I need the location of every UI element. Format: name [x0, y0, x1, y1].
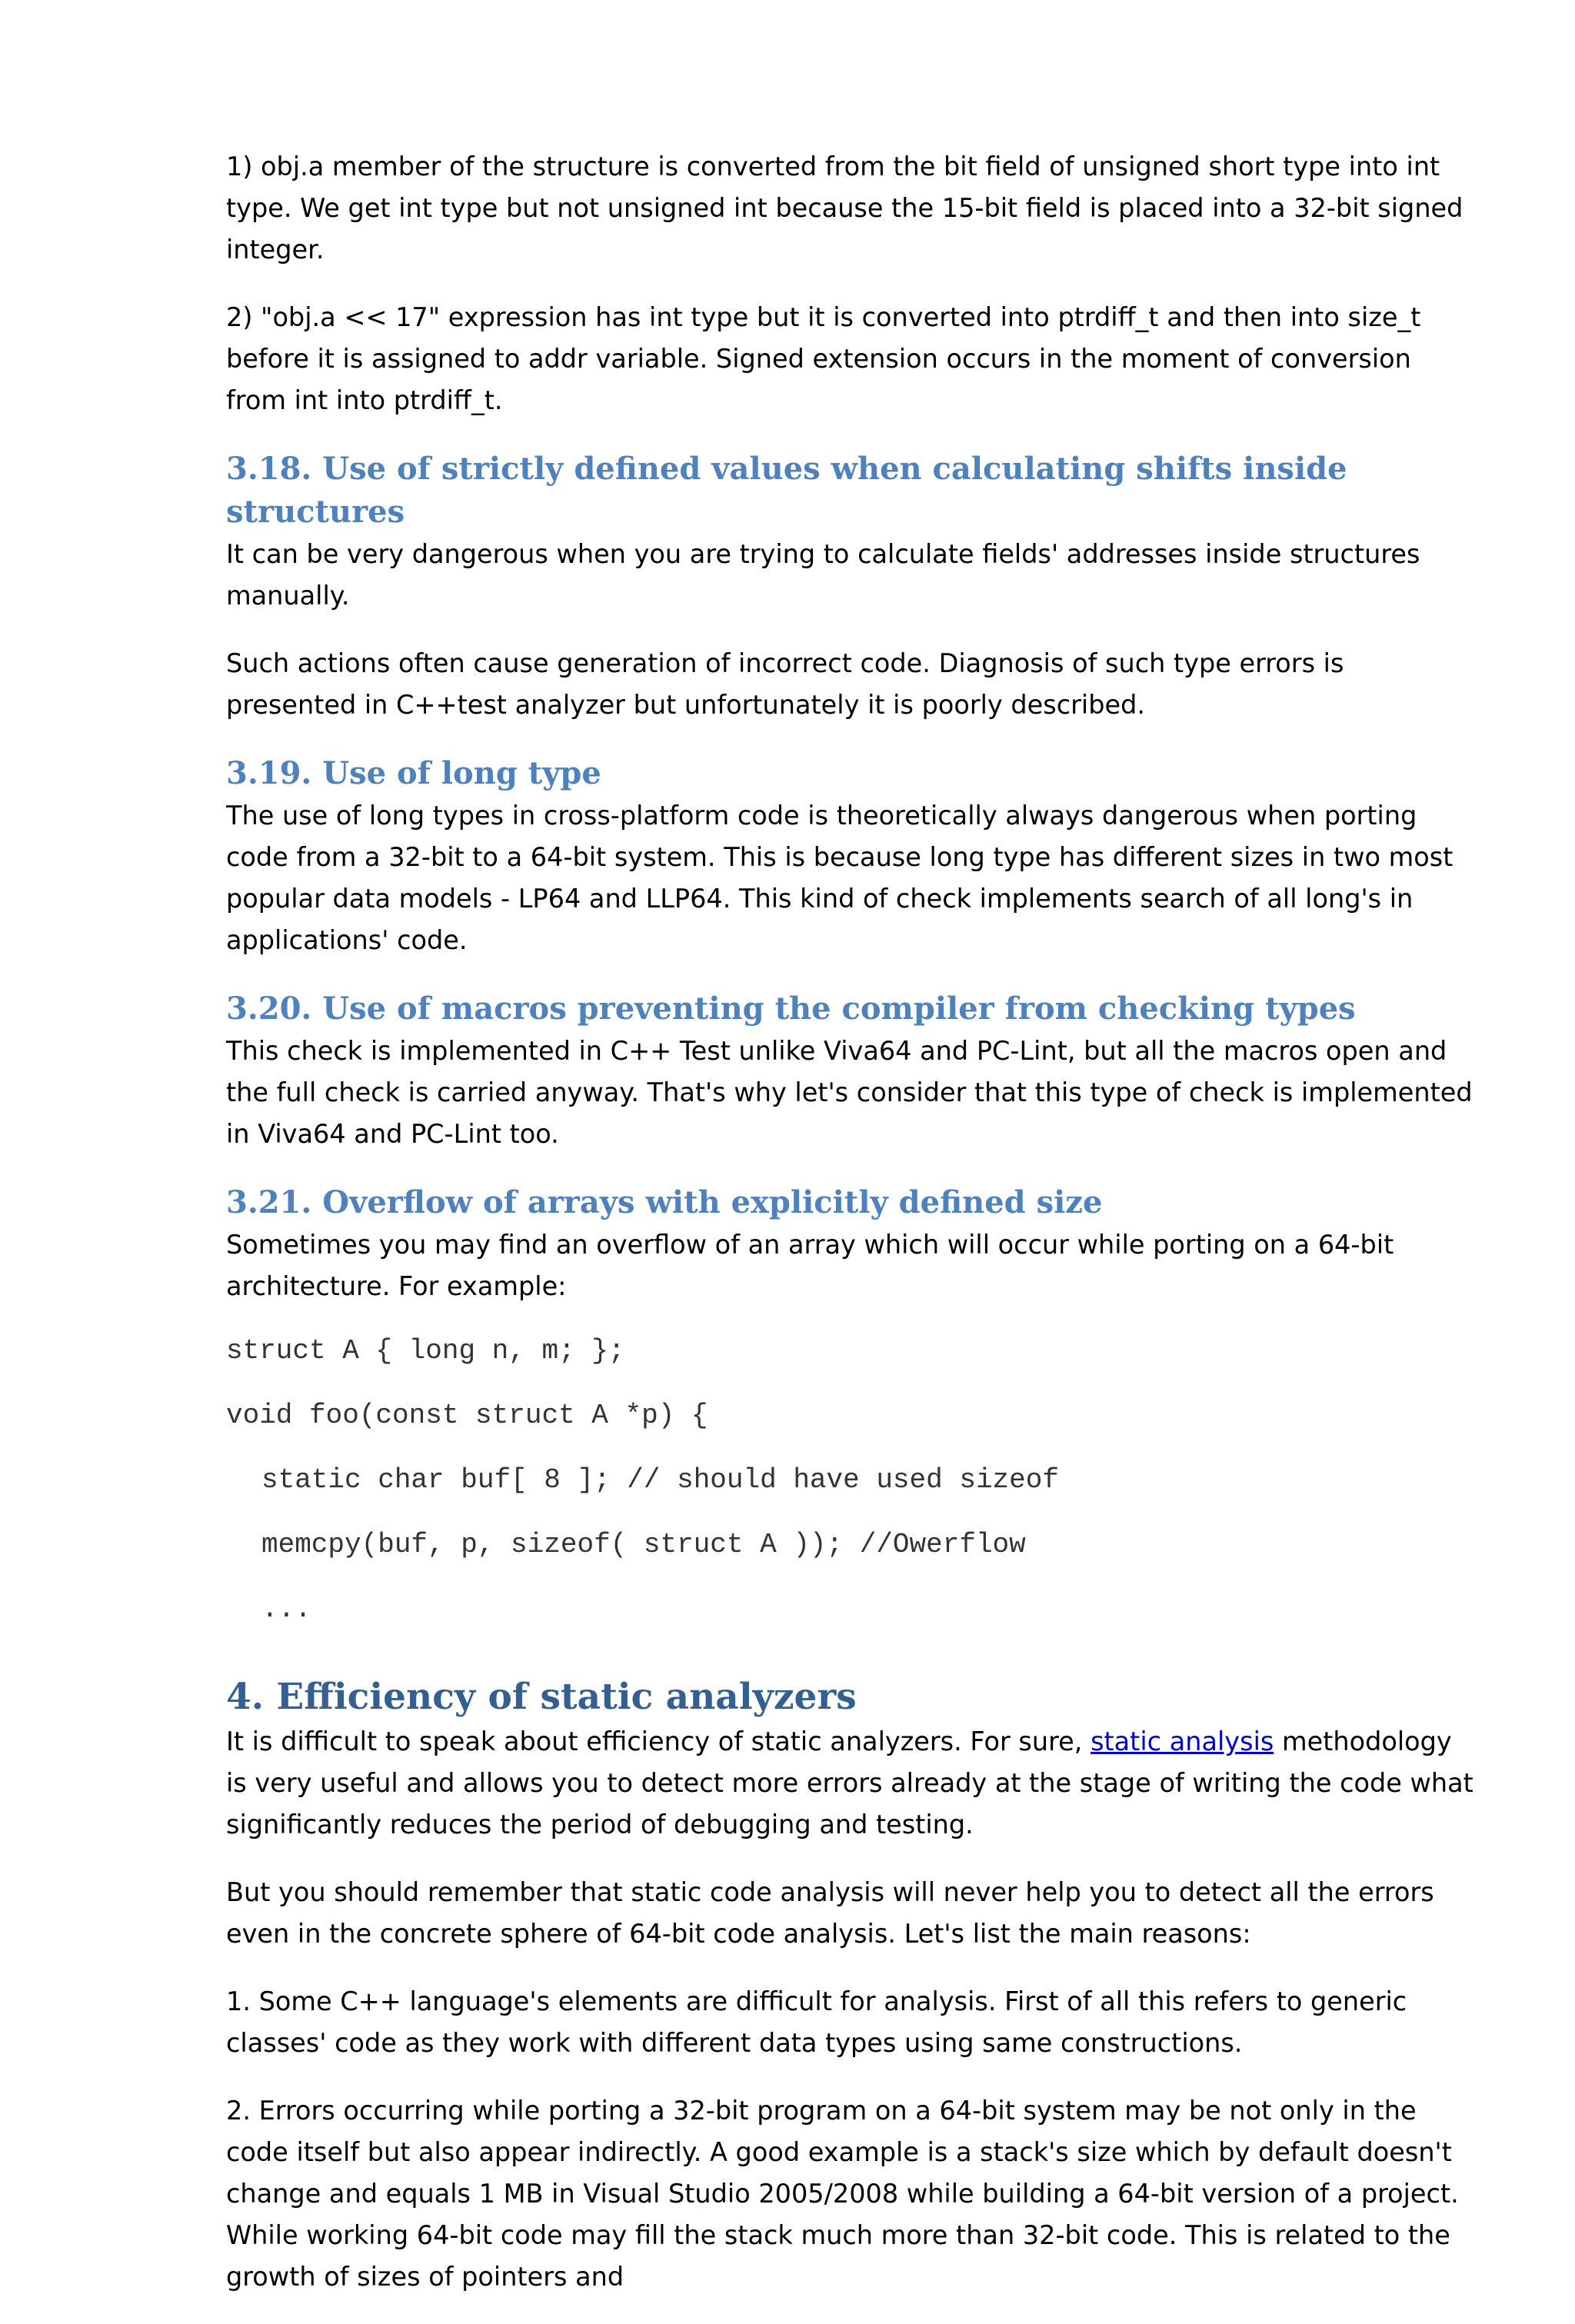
section-4-paragraph-3: 1. Some C++ language's elements are difficult for analysis. First of all this refers to generic classes' code as they work with different data types using same constructions. — [226, 1986, 1407, 2058]
code-line-3: static char buf[ 8 ]; // should have used sizeof — [261, 1464, 1059, 1496]
section-3-19-heading: 3.19. Use of long type — [226, 755, 601, 791]
spacer — [226, 1656, 1477, 1673]
section-4-paragraph-2: But you should remember that static code analysis will never help you to detect all the errors even in the concrete sphere of 64-bit code analysis. Let's list the main reasons: — [226, 1877, 1434, 1949]
section-3-20-paragraph-1: This check is implemented in C++ Test unlike Viva64 and PC-Lint, but all the macros open and the full check is carried anyway. That's why let's consider that this type of check is implemented in Viva64 and PC-Lint too. — [226, 1036, 1473, 1149]
section-4-paragraph-1-start: It is difficult to speak about efficiency of static analyzers. For sure, — [226, 1726, 1091, 1756]
section-3-18-paragraph-2: Such actions often cause generation of incorrect code. Diagnosis of such type errors is presented in C++test analyzer but unfortunately it is poorly described. — [226, 648, 1344, 720]
code-line-4: memcpy(buf, p, sizeof( struct A )); //Owerflow — [261, 1529, 1026, 1560]
code-line-5: ... — [261, 1593, 311, 1625]
intro-paragraph-2: 2) "obj.a << 17" expression has int type but it is converted into ptrdiff_t and then into size_t before it is assigned to addr variable. Signed extension occurs in the moment of conversion from int into ptrdiff_t. — [226, 302, 1421, 415]
section-3-18-paragraph-1: It can be very dangerous when you are trying to calculate fields' addresses inside structures manually. — [226, 539, 1420, 611]
document-page — [226, 146, 1477, 2324]
code-line-2: void foo(const struct A *p) { — [226, 1400, 708, 1431]
section-3-18-heading: 3.18. Use of strictly defined values when calculating shifts inside structures — [226, 451, 1347, 530]
section-3-21-heading: 3.21. Overflow of arrays with explicitly defined size — [226, 1184, 1103, 1220]
code-line-1: struct A { long n, m; }; — [226, 1335, 625, 1367]
section-3-20-heading: 3.20. Use of macros preventing the compiler from checking types — [226, 991, 1356, 1027]
section-4-paragraph-4: 2. Errors occurring while porting a 32-bit program on a 64-bit system may be not only in the code itself but also appear indirectly. A good example is a stack's size which by default doesn't change and equals 1 MB in Visual Studio 2005/2008 while building a 64-bit version of a project. While working 64-bit code may fill the stack much more than 32-bit code. This is related to the growth of sizes of pointers and — [226, 2096, 1459, 2292]
section-3-21-paragraph-1: Sometimes you may find an overflow of an array which will occur while porting on a 64-bit architecture. For example: — [226, 1230, 1394, 1301]
section-3-19-paragraph-1: The use of long types in cross-platform code is theoretically always dangerous when porting code from a 32-bit to a 64-bit system. This is because long type has different sizes in two most popular data models - LP64 and LLP64. This kind of check implements search of all long's in applications' code. — [226, 801, 1453, 955]
intro-paragraph-1: 1) obj.a member of the structure is converted from the bit field of unsigned short type into int type. We get int type but not unsigned int because the 15-bit field is placed into a 32-bit signed integer. — [226, 151, 1463, 265]
section-4-paragraph-1-end: methodology is very useful and allows you to detect more errors already at the stage of writing the code what significantly reduces the period of debugging and testing. — [226, 1726, 1473, 1840]
static-analysis-link[interactable]: static analysis — [1091, 1726, 1274, 1756]
section-4-paragraph-1 — [226, 1721, 1477, 1846]
section-4-heading: 4. Efficiency of static analyzers — [226, 1676, 857, 1718]
